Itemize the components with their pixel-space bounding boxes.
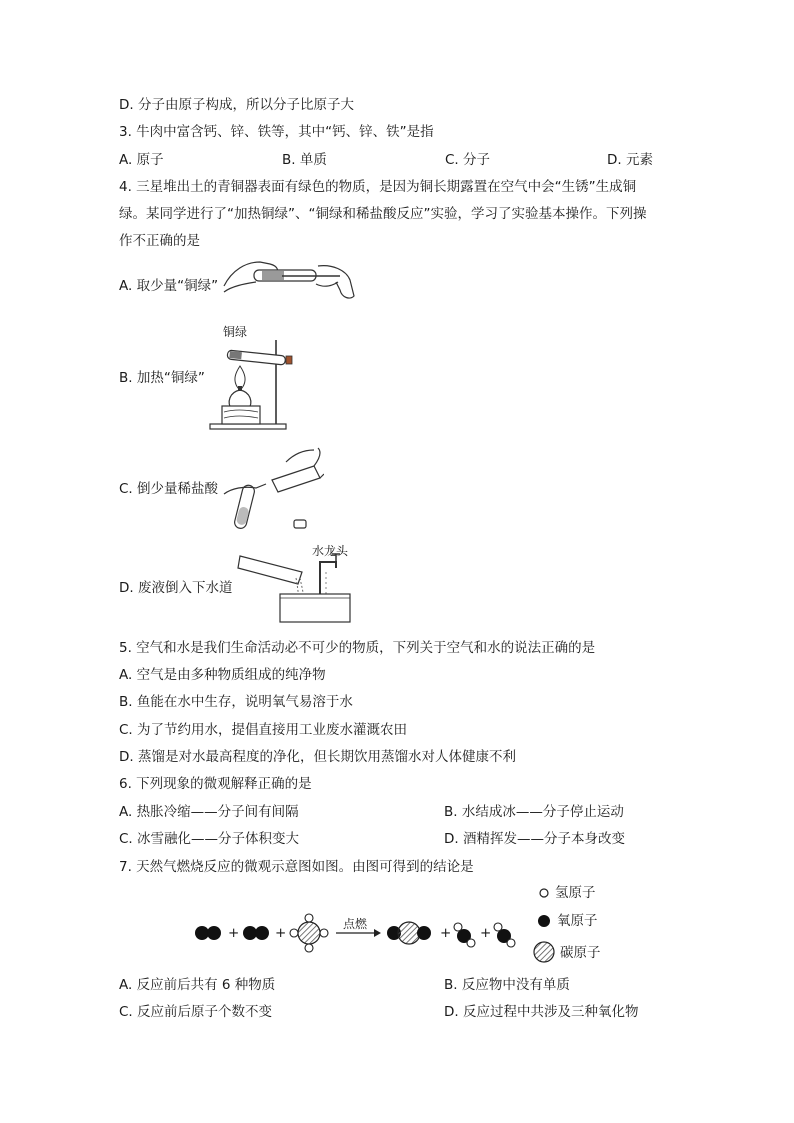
figure-heat-copper-green bbox=[208, 338, 304, 432]
q3-stem: 3. 牛肉中富含钙、锌、铁等，其中“钙、锌、铁”是指 bbox=[119, 124, 434, 140]
q6-option-b: B. 水结成冰——分子停止运动 bbox=[444, 804, 624, 820]
q7-stem: 7. 天然气燃烧反应的微观示意图如图。由图可得到的结论是 bbox=[119, 859, 474, 875]
methane-molecule bbox=[290, 914, 328, 952]
q6-option-d: D. 酒精挥发——分子本身改变 bbox=[444, 831, 625, 847]
q7-option-b: B. 反应物中没有单质 bbox=[444, 977, 570, 993]
q7-option-c: C. 反应前后原子个数不变 bbox=[119, 1004, 273, 1020]
q3-option-c: C. 分子 bbox=[445, 152, 491, 168]
q4-option-a: A. 取少量“铜绿” bbox=[119, 278, 219, 294]
q3-option-d: D. 元素 bbox=[607, 152, 653, 168]
q7-option-d: D. 反应过程中共涉及三种氧化物 bbox=[444, 1004, 639, 1020]
water-molecule-1 bbox=[454, 923, 475, 947]
faucet-label: 水龙头 bbox=[312, 544, 349, 558]
q5-option-b: B. 鱼能在水中生存，说明氧气易溶于水 bbox=[119, 694, 353, 710]
water-molecule-2 bbox=[494, 923, 515, 947]
q5-option-c: C. 为了节约用水，提倡直接用工业废水灌溉农田 bbox=[119, 722, 408, 738]
q5-option-d: D. 蒸馏是对水最高程度的净化，但长期饮用蒸馏水对人体健康不利 bbox=[119, 749, 516, 765]
carbon-dioxide-molecule bbox=[387, 922, 431, 944]
figure-waste-to-drain bbox=[236, 542, 352, 624]
plus-sign-1: + bbox=[228, 925, 240, 941]
oxygen-molecule-2 bbox=[243, 926, 269, 940]
arrow-label-ignite: 点燃 bbox=[343, 917, 368, 931]
plus-sign-2: + bbox=[275, 925, 287, 941]
q3-option-a: A. 原子 bbox=[119, 152, 164, 168]
q6-stem: 6. 下列现象的微观解释正确的是 bbox=[119, 776, 312, 792]
legend-carbon-label: 碳原子 bbox=[560, 945, 601, 961]
q3-option-b: B. 单质 bbox=[282, 152, 327, 168]
q5-stem: 5. 空气和水是我们生命活动必不可少的物质，下列关于空气和水的说法正确的是 bbox=[119, 640, 596, 656]
q6-option-c: C. 冰雪融化——分子体积变大 bbox=[119, 831, 300, 847]
q4-option-d: D. 废液倒入下水道 bbox=[119, 580, 233, 596]
figure-take-copper-green bbox=[222, 256, 358, 306]
oxygen-molecule-1 bbox=[195, 926, 221, 940]
legend-hydrogen-label: 氢原子 bbox=[555, 885, 596, 901]
figure-pour-hydrochloric-acid bbox=[222, 444, 324, 536]
legend-carbon-icon bbox=[532, 940, 556, 964]
q5-option-a: A. 空气是由多种物质组成的纯净物 bbox=[119, 667, 326, 683]
q4-stem-line2: 绿。某同学进行了“加热铜绿”、“铜绿和稀盐酸反应”实验，学习了实验基本操作。下列操 bbox=[119, 206, 647, 222]
q4-stem-line3: 作不正确的是 bbox=[119, 233, 200, 249]
plus-sign-4: + bbox=[480, 925, 492, 941]
legend-oxygen-label: 氧原子 bbox=[557, 913, 598, 929]
copper-green-label: 铜绿 bbox=[223, 325, 248, 339]
q6-option-a: A. 热胀冷缩——分子间有间隔 bbox=[119, 804, 299, 820]
q4-option-b: B. 加热“铜绿” bbox=[119, 370, 205, 386]
q2-option-d: D. 分子由原子构成，所以分子比原子大 bbox=[119, 97, 354, 113]
legend-hydrogen-icon bbox=[538, 887, 550, 899]
legend-oxygen-icon bbox=[537, 914, 551, 928]
plus-sign-3: + bbox=[440, 925, 452, 941]
q4-stem-line1: 4. 三星堆出土的青铜器表面有绿色的物质，是因为铜长期露置在空气中会“生锈”生成铜 bbox=[119, 179, 637, 195]
q4-option-c: C. 倒少量稀盐酸 bbox=[119, 481, 219, 497]
q7-option-a: A. 反应前后共有 6 种物质 bbox=[119, 977, 276, 993]
